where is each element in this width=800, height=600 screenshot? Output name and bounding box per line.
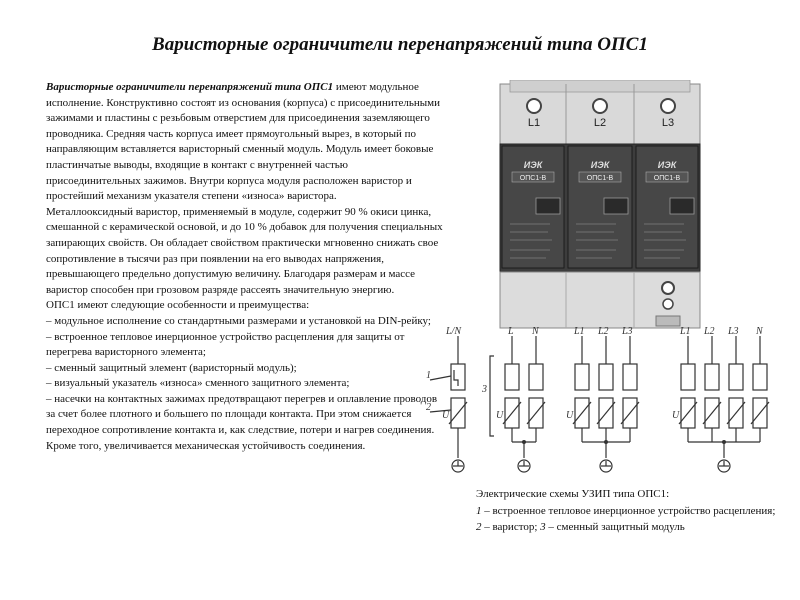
callout-number: 1 xyxy=(426,370,431,381)
schematic-label: L2 xyxy=(598,326,609,337)
varistor-symbol: U xyxy=(566,410,574,421)
features-heading: ОПС1 имеют следующие особенности и преимущества: xyxy=(46,299,310,312)
page-title: Варисторные ограничители перенапряжений типа ОПС1 xyxy=(152,34,648,55)
model-label: ОПС1-В xyxy=(586,175,614,182)
feature-item: – модульное исполнение со стандартными размерами и установкой на DIN-рейку; xyxy=(46,314,431,327)
model-label: ОПС1-В xyxy=(653,175,681,182)
schematic-label: L2 xyxy=(704,326,715,337)
schematic-label: L xyxy=(508,326,514,337)
device-photo xyxy=(498,80,704,342)
varistor-symbol: U xyxy=(496,410,504,421)
brand-label: ИЭК xyxy=(523,160,543,170)
feature-item: – встроенное тепловое инерционное устройство расцепления для защиты от перегрева варисторного элемента; xyxy=(46,330,405,359)
brand-label: ИЭК xyxy=(657,160,677,170)
caption-item: 1 – встроенное тепловое инерционное устройство расцепления; xyxy=(476,504,776,517)
schematic-label: N xyxy=(756,326,763,337)
schematic-caption xyxy=(476,486,776,536)
feature-item: – сменный защитный элемент (варисторный модуль); xyxy=(46,361,297,374)
intro-lead: Варисторные ограничители перенапряжений типа ОПС1 xyxy=(46,81,334,93)
terminal-label: L1 xyxy=(527,117,541,129)
schematic-label: L/N xyxy=(446,326,462,337)
description-text xyxy=(46,80,444,454)
callout-number: 2 xyxy=(426,402,431,413)
circuit-schematics xyxy=(424,326,800,488)
varistor-symbol: U xyxy=(442,410,450,421)
caption-item: 2 – варистор; 3 – сменный защитный модуль xyxy=(476,521,685,533)
terminal-label: L3 xyxy=(661,117,675,129)
varistor-paragraph: Металлооксидный варистор, применяемый в модуле, содержит 90 % окиси цинка, смешанной с керамической основой, и до 10 % добавок для получения специальных запирающих свойств. Он обладает свойством практически мгновенно снижать свое сопротивление в тысячи раз при появлении на его выводах напряжения, превышающего предельно допустимую величину. Благодаря размерам и массе варистор способен при грозовом разряде рассеять значительную энергию. xyxy=(46,205,443,296)
schematic-label: L3 xyxy=(728,326,739,337)
model-label: ОПС1-В xyxy=(519,175,547,182)
caption-title: Электрические схемы УЗИП типа ОПС1: xyxy=(476,488,670,500)
intro-paragraph xyxy=(46,80,444,205)
feature-item: – визуальный указатель «износа» сменного защитного элемента; xyxy=(46,377,350,390)
schematic-label: L1 xyxy=(680,326,691,337)
callout-number: 3 xyxy=(482,384,487,395)
schematic-label: N xyxy=(532,326,539,337)
terminal-label: L2 xyxy=(593,117,607,129)
schematic-label: L3 xyxy=(622,326,633,337)
brand-label: ИЭК xyxy=(590,160,610,170)
feature-item: – насечки на контактных зажимах предотвращают перегрев и оплавление проводов за счет более плотного и большего по площади контакта. При этом снижается переходное сопротивление контакта и, как следствие, потери и нагрев соединения. Кроме того, увеличивается механическая устойчивость соединения. xyxy=(46,392,438,452)
varistor-symbol: U xyxy=(672,410,680,421)
intro-rest: имеют модульное исполнение. Конструктивно состоят из основания (корпуса) с присоединительными зажимами и пластины с резьбовым отверстием для присоединения заземляющего проводника. Средняя часть корпуса имеет прямоугольный вырез, в который по направляющим вставляется варисторный сменный модуль. Модуль имеет боковые пластинчатые выводы, входящие в контакт с внутренней частью присоединительных зажимов. Внутри корпуса модуля расположен варистор и простейший механизм указателя степени «износа» варистора. xyxy=(46,81,441,203)
schematic-label: L1 xyxy=(574,326,585,337)
